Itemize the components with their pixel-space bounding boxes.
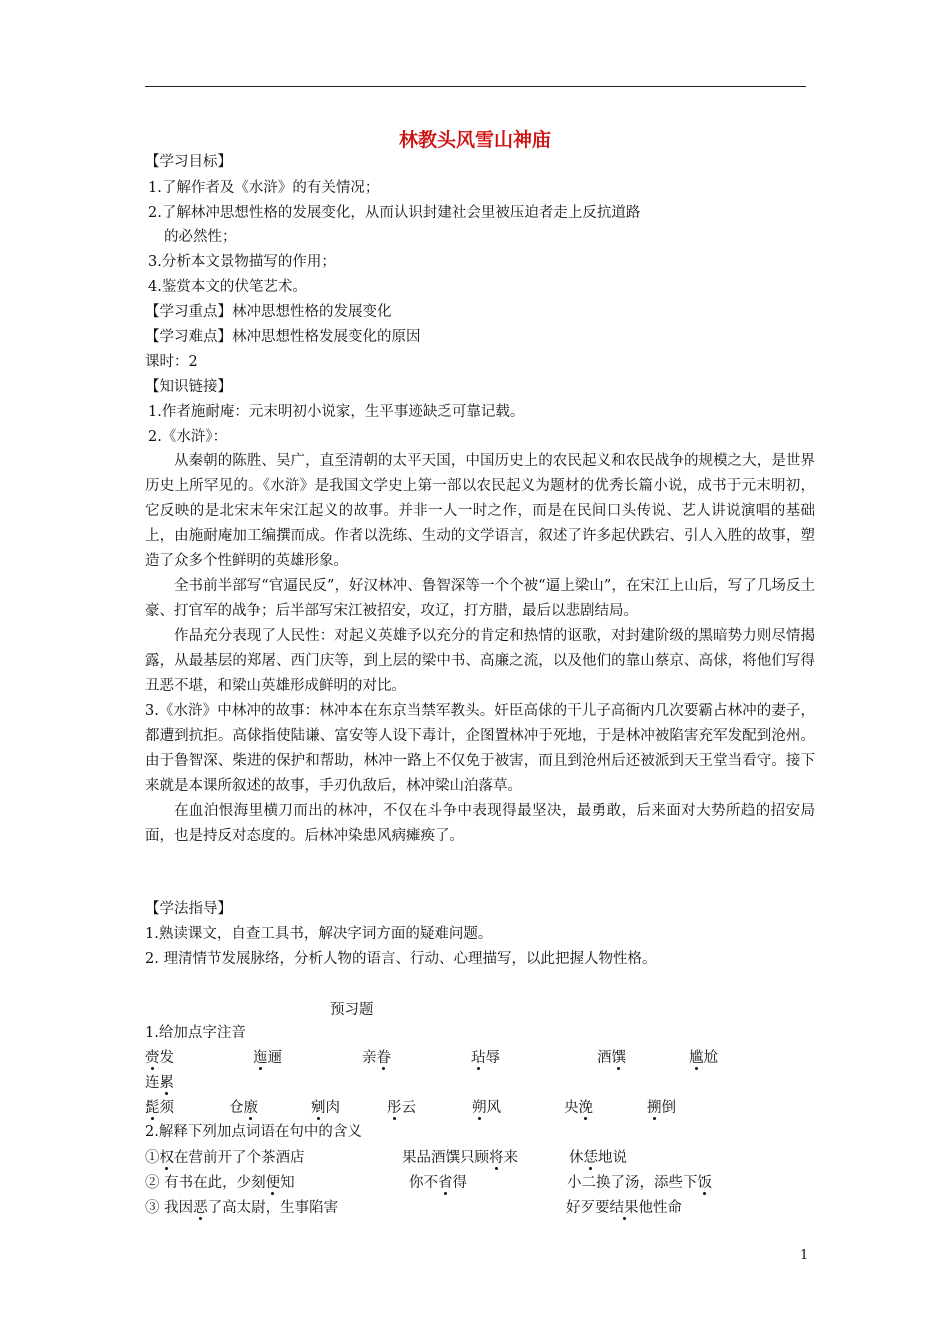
difficult-point: 【学习难点】林冲思想性格发展变化的原因: [145, 329, 421, 345]
objective-1: 1.了解作者及《水浒》的有关情况；: [148, 180, 380, 196]
phrase-item: ①权在营前开了个茶酒店: [145, 1150, 305, 1166]
pinyin-word: 亲眷: [362, 1050, 391, 1066]
page-title: 林教头风雪山神庙: [398, 129, 551, 151]
preview-title: 预习题: [330, 1002, 374, 1018]
knowledge-1: 1.作者施耐庵：元末明初小说家，生平事迹缺乏可靠记载。: [148, 404, 525, 420]
paragraph-2: 全书前半部写“官逼民反”，好汉林冲、鲁智深等一个个被“逼上梁山”，在宋江上山后，写了几场反土豪、打官军的战争；后半部写宋江被招安，攻辽，打方腊，最后以悲剧结局。: [145, 578, 815, 619]
pinyin-word: 朔风: [472, 1100, 501, 1116]
method-1: 1.熟读课文，自查工具书，解决字词方面的疑难问题。: [145, 926, 493, 942]
phrase-item: 小二换了汤，添些下饭: [567, 1175, 712, 1191]
question-2: 2.解释下列加点词语在句中的含义: [145, 1124, 362, 1140]
objective-2-cont: 的必然性；: [164, 229, 237, 245]
objective-4: 4.鉴赏本文的伏笔艺术。: [148, 279, 307, 295]
phrase-item: 休恁地说: [569, 1150, 627, 1166]
paragraph-3: 作品充分表现了人民性：对起义英雄予以充分的肯定和热情的讴歌，对封建阶级的黑暗势力则尽情揭露，从最基层的郑屠、西门庆等，到上层的梁中书、高廉之流，以及他们的靠山蔡京、高俅，将他们写得丑恶不堪，和梁山英雄形成鲜明的对比。: [145, 628, 815, 694]
class-hours: 课时：2: [145, 354, 198, 370]
pinyin-word: 央浼: [564, 1100, 593, 1116]
pinyin-word: 彤云: [387, 1100, 416, 1116]
method-2: 2. 理清情节发展脉络，分析人物的语言、行动、心理描写，以此把握人物性格。: [145, 951, 657, 967]
paragraph-1: 从秦朝的陈胜、吴广，直至清朝的太平天国，中国历史上的农民起义和农民战争的规模之大，是世界历史上所罕见的。《水浒》是我国文学史上第一部以农民起义为题材的优秀长篇小说，成书于元末明初，它反映的是北宋末年宋江起义的故事。并非一人一时之作，而是在民间口头传说、艺人讲说演唱的基础上，由施耐庵加工编撰而成。作者以洗练、生动的文学语言，叙述了许多起伏跌宕、引人入胜的故事，塑造了众多个性鲜明的英雄形象。: [145, 453, 815, 569]
pinyin-word: 玷辱: [471, 1050, 500, 1066]
knowledge-header: 【知识链接】: [145, 379, 232, 395]
pinyin-word: 赍发: [145, 1050, 174, 1066]
objective-2: 2.了解林冲思想性格的发展变化，从而认识封建社会里被压迫者走上反抗道路: [148, 205, 641, 221]
key-point: 【学习重点】林冲思想性格的发展变化: [145, 304, 392, 320]
paragraph-5: 在血泊恨海里横刀而出的林冲，不仅在斗争中表现得最坚决，最勇敢，后来面对大势所趋的招安局面，也是持反对态度的。后林冲染患风病瘫痪了。: [145, 803, 815, 844]
question-1: 1.给加点字注音: [145, 1025, 246, 1041]
objective-3: 3.分析本文景物描写的作用；: [148, 254, 336, 270]
pinyin-word: 仓廒: [229, 1100, 258, 1116]
page-number: 1: [800, 1248, 809, 1263]
pinyin-word: 髭须: [145, 1100, 174, 1116]
pinyin-word: 剜肉: [311, 1100, 340, 1116]
paragraph-4: 3.《水浒》中林冲的故事：林冲本在东京当禁军教头。奸臣高俅的干儿子高衙内几次要霸占林冲的妻子，都遭到抗拒。高俅指使陆谦、富安等人设下毒计，企图置林冲于死地，于是林冲被陷害充军发配到沧州。由于鲁智深、柴进的保护和帮助，林冲一路上不仅免于被害，而且到沧州后还被派到天王堂当看守。接下来就是本课所叙述的故事，手刃仇敌后，林冲梁山泊落草。: [145, 703, 815, 794]
knowledge-2: 2.《水浒》：: [148, 429, 228, 445]
header-rule: [145, 86, 806, 87]
phrase-item: 你不省得: [409, 1175, 467, 1191]
pinyin-word: 迤逦: [253, 1050, 282, 1066]
objectives-header: 【学习目标】: [145, 154, 232, 170]
pinyin-word: 搠倒: [647, 1100, 676, 1116]
pinyin-word: 尴尬: [689, 1050, 718, 1066]
pinyin-word: 酒馔: [597, 1050, 626, 1066]
phrase-item: ② 有书在此，少刻便知: [145, 1175, 295, 1191]
phrase-item: ③ 我因恶了高太尉，生事陷害: [145, 1200, 339, 1216]
phrase-item: 好歹要结果他性命: [566, 1200, 682, 1216]
method-header: 【学法指导】: [145, 901, 232, 917]
phrase-item: 果品酒馔只顾将来: [402, 1150, 518, 1166]
pinyin-word: 连累: [145, 1075, 174, 1091]
